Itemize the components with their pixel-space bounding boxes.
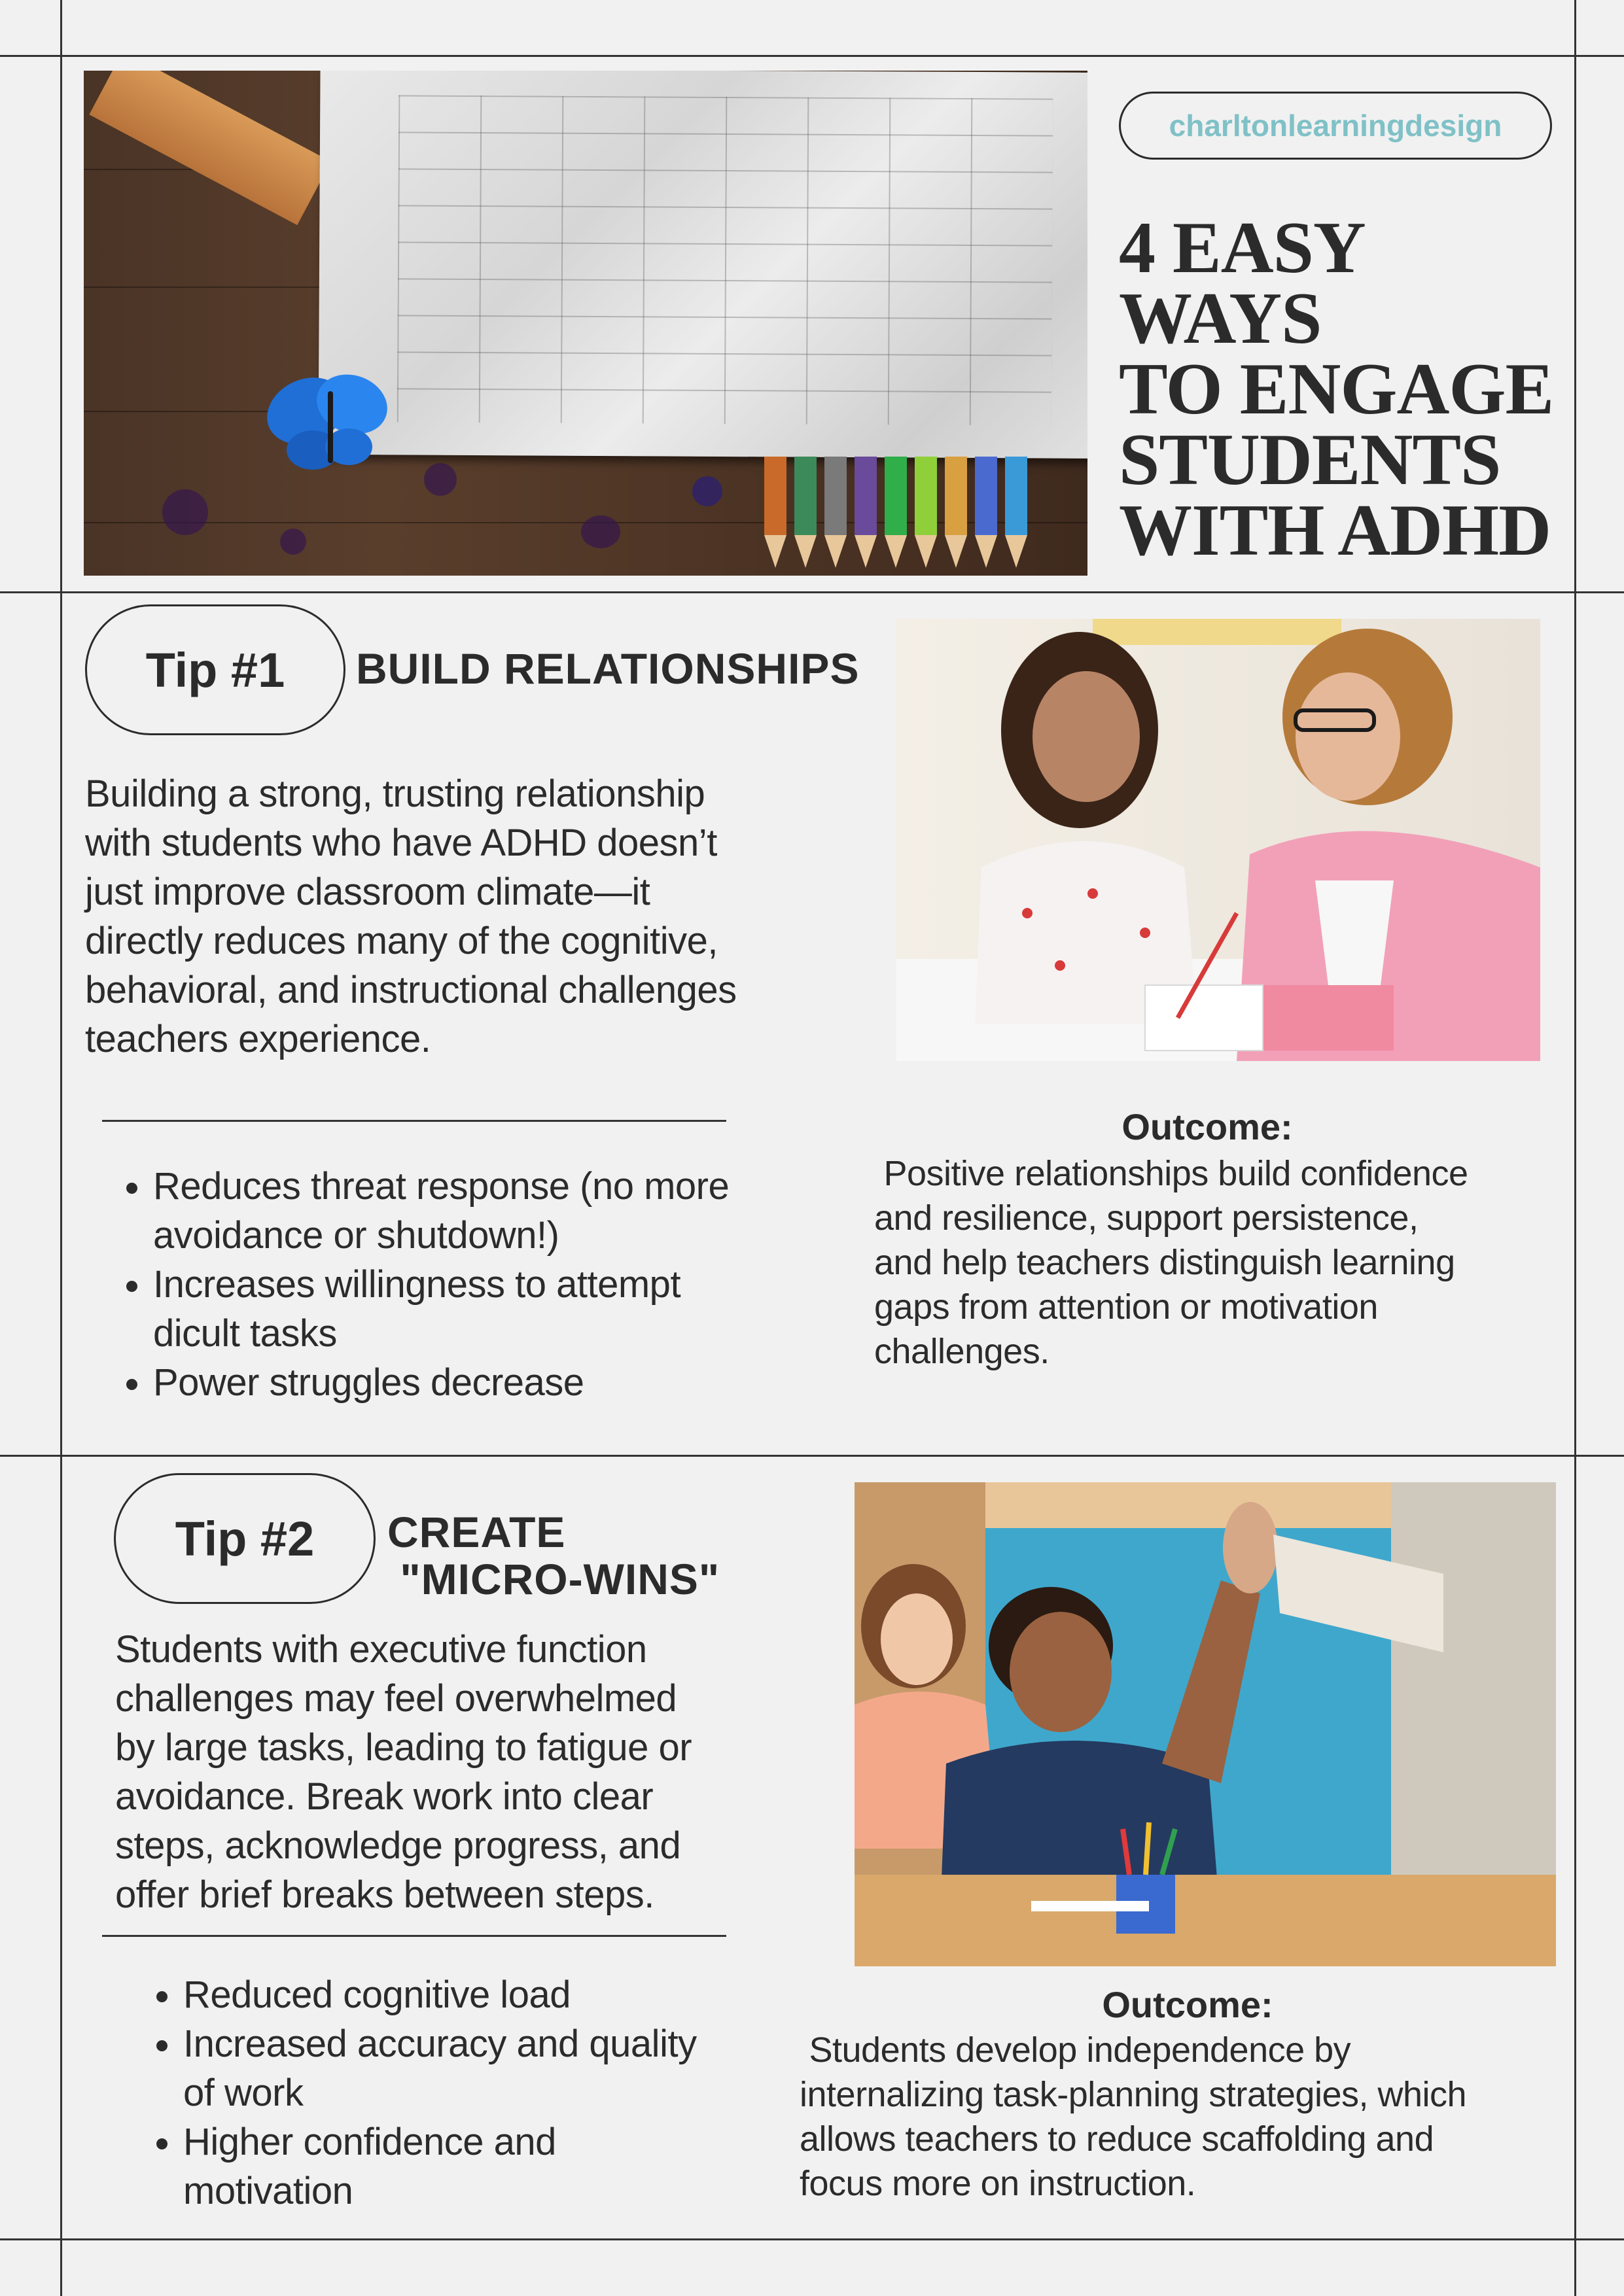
outcome-line: and help teachers distinguish learning bbox=[874, 1243, 1455, 1282]
list-item: • Reduced cognitive load bbox=[183, 1970, 909, 2019]
tip2-body bbox=[115, 1625, 841, 1919]
body-line: behavioral, and instructional challenges bbox=[85, 969, 737, 1011]
tip2-bullets bbox=[115, 1970, 909, 2216]
tip1-heading: BUILD RELATIONSHIPS bbox=[356, 644, 860, 693]
grid-line-top bbox=[0, 55, 1624, 57]
body-line: by large tasks, leading to fatigue or bbox=[115, 1726, 692, 1769]
tip1-outcome-label: Outcome: bbox=[1121, 1106, 1293, 1147]
page-title bbox=[1119, 207, 1564, 571]
tip2-badge bbox=[114, 1473, 376, 1604]
list-item: • Reduces threat response (no more avoidance or shutdown!) bbox=[153, 1162, 912, 1260]
outcome-line: focus more on instruction. bbox=[800, 2164, 1196, 2203]
body-line: directly reduces many of the cognitive, bbox=[85, 920, 718, 962]
tip1-divider bbox=[102, 1120, 726, 1122]
tip1-body bbox=[85, 769, 844, 1064]
tip1-badge bbox=[85, 604, 345, 735]
brand-badge bbox=[1119, 92, 1552, 160]
outcome-line: Positive relationships build confidence bbox=[874, 1154, 1468, 1193]
grid-paper-graphic bbox=[318, 71, 1087, 459]
body-line: just improve classroom climate—it bbox=[85, 871, 650, 913]
tip2-photo bbox=[855, 1482, 1556, 1966]
body-line: with students who have ADHD doesn’t bbox=[85, 822, 717, 864]
tip2-outcome-label: Outcome: bbox=[1102, 1984, 1273, 2025]
tip2-divider bbox=[102, 1935, 726, 1937]
tip2-outcome bbox=[800, 2028, 1565, 2206]
outcome-line: and resilience, support persistence, bbox=[874, 1198, 1419, 1238]
classroom-high-five-photo bbox=[855, 1482, 1556, 1966]
tip1-bullets bbox=[85, 1162, 912, 1407]
list-item: • Higher confidence and motivation bbox=[183, 2117, 909, 2216]
list-item: • Increased accuracy and quality of work bbox=[183, 2019, 909, 2117]
grid-line-right bbox=[1574, 0, 1576, 2296]
body-line: Students with executive function bbox=[115, 1628, 647, 1671]
title-line: STUDENTS bbox=[1119, 419, 1501, 500]
teacher-student-photo bbox=[896, 619, 1540, 1061]
tip2-label: Tip #2 bbox=[175, 1511, 315, 1566]
grid-line-left bbox=[60, 0, 62, 2296]
outcome-line: Students develop independence by bbox=[800, 2030, 1351, 2070]
outcome-line: internalizing task-planning strategies, which bbox=[800, 2075, 1467, 2114]
outcome-line: allows teachers to reduce scaffolding and bbox=[800, 2119, 1434, 2159]
outcome-line: gaps from attention or motivation bbox=[874, 1287, 1378, 1327]
heading-line: "MICRO-WINS" bbox=[387, 1555, 720, 1603]
grid-line-bottom bbox=[0, 2238, 1624, 2240]
butterfly-icon bbox=[260, 365, 398, 483]
tip2-heading bbox=[387, 1508, 720, 1603]
grid-line-header-divider bbox=[0, 591, 1624, 593]
title-line: TO ENGAGE bbox=[1119, 349, 1554, 430]
hero-image bbox=[84, 71, 1087, 576]
outcome-line: challenges. bbox=[874, 1332, 1050, 1371]
tip1-photo bbox=[896, 619, 1540, 1061]
grid-line-tip-divider bbox=[0, 1455, 1624, 1457]
body-line: Building a strong, trusting relationship bbox=[85, 773, 705, 815]
body-line: offer brief breaks between steps. bbox=[115, 1873, 654, 1916]
title-line: WITH ADHD bbox=[1119, 490, 1551, 571]
colored-pencils-graphic bbox=[758, 457, 1059, 576]
brand-name: charltonlearningdesign bbox=[1169, 109, 1502, 143]
heading-line: CREATE bbox=[387, 1508, 566, 1556]
body-line: avoidance. Break work into clear bbox=[115, 1775, 654, 1818]
body-line: teachers experience. bbox=[85, 1018, 431, 1060]
title-line: 4 EASY WAYS bbox=[1119, 207, 1363, 359]
ruler-graphic bbox=[89, 71, 331, 225]
list-item: • Increases willingness to attempt dicult tasks bbox=[153, 1260, 912, 1358]
list-item: • Power struggles decrease bbox=[153, 1358, 912, 1407]
tip1-label: Tip #1 bbox=[145, 642, 285, 697]
body-line: challenges may feel overwhelmed bbox=[115, 1677, 677, 1720]
tip1-outcome bbox=[874, 1151, 1568, 1374]
body-line: steps, acknowledge progress, and bbox=[115, 1824, 681, 1867]
